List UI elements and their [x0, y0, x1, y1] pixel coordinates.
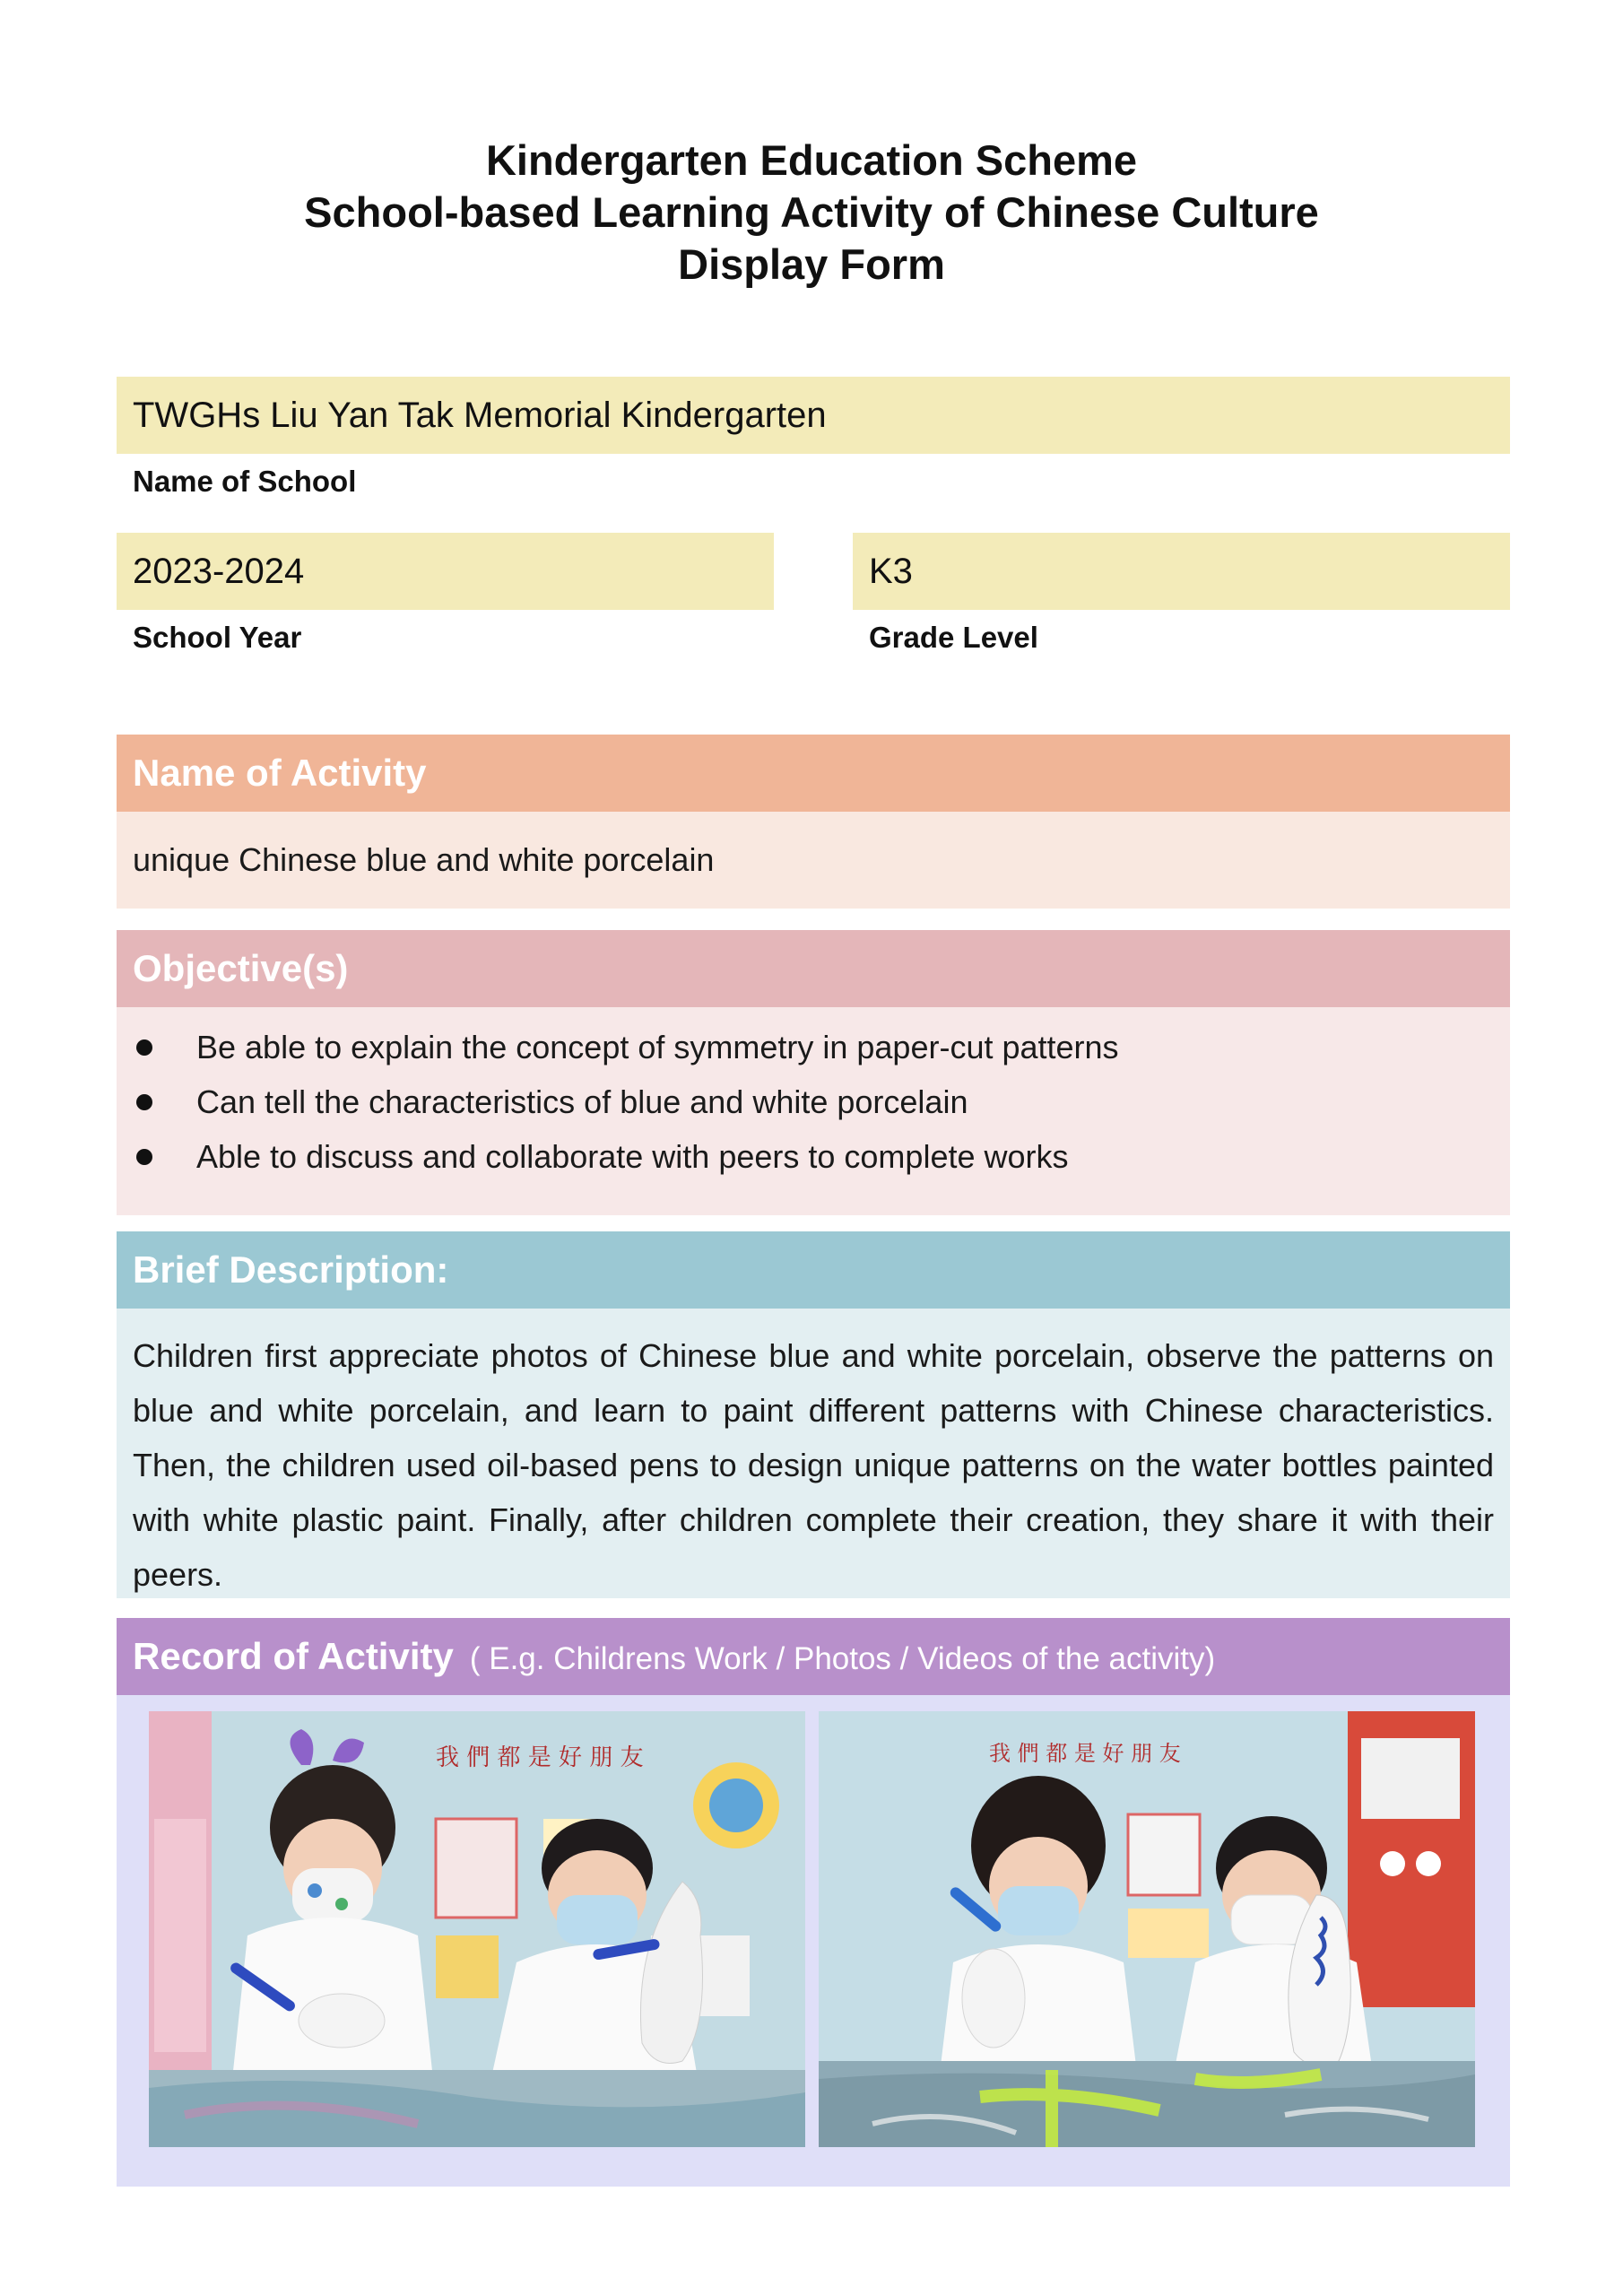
form-title: [0, 135, 1623, 291]
description-heading: Brief Description:: [117, 1231, 1510, 1309]
list-item: [117, 1129, 1510, 1184]
objectives-heading: Objective(s): [117, 930, 1510, 1007]
record-photos: [117, 1695, 1510, 2187]
school-name-label: Name of School: [133, 465, 357, 498]
activity-name-value: unique Chinese blue and white porcelain: [117, 812, 1510, 909]
board-text: 我 們 都 是 好 朋 友: [436, 1744, 644, 1771]
school-year-field: 2023-2024: [117, 533, 774, 610]
record-heading: [117, 1618, 1510, 1695]
grade-level-field: K3: [853, 533, 1510, 610]
description-text: Children first appreciate photos of Chinese blue and white porcelain, observe the patterns on blue and white porcelain, and learn to paint different patterns with Chinese characteristics. Then, the children used oil-based pens to design unique patterns on the water bottles painted with white plastic paint. Finally, after children complete their creation, they share it with their peers.: [117, 1309, 1510, 1598]
list-item: [117, 1074, 1510, 1129]
photo-2-illustration: [819, 1711, 1475, 2147]
objective-text: Be able to explain the concept of symmetry in paper-cut patterns: [196, 1029, 1119, 1065]
objective-text: Able to discuss and collaborate with peers to complete works: [196, 1138, 1069, 1175]
record-heading-subtitle: ( E.g. Childrens Work / Photos / Videos of the activity): [469, 1641, 1216, 1676]
activity-photo-1: [149, 1711, 805, 2147]
board-text: 我 們 都 是 好 朋 友: [989, 1741, 1181, 1766]
title-line-1: Kindergarten Education Scheme: [485, 136, 1138, 184]
title-line-2: School-based Learning Activity of Chinese Culture: [304, 188, 1319, 236]
photo-1-illustration: [149, 1711, 805, 2147]
objective-text: Can tell the characteristics of blue and white porcelain: [196, 1083, 968, 1120]
record-heading-title: Record of Activity: [133, 1635, 454, 1677]
grade-level-label: Grade Level: [869, 621, 1038, 654]
school-year-label: School Year: [133, 621, 302, 654]
bullet-icon: [136, 1149, 152, 1165]
title-line-3: Display Form: [678, 240, 945, 288]
objectives-list: [117, 1007, 1510, 1215]
list-item: [117, 1020, 1510, 1074]
bullet-icon: [136, 1094, 152, 1110]
activity-name-heading: Name of Activity: [117, 735, 1510, 812]
school-name-field: TWGHs Liu Yan Tak Memorial Kindergarten: [117, 377, 1510, 454]
activity-photo-2: [819, 1711, 1475, 2147]
bullet-icon: [136, 1039, 152, 1056]
